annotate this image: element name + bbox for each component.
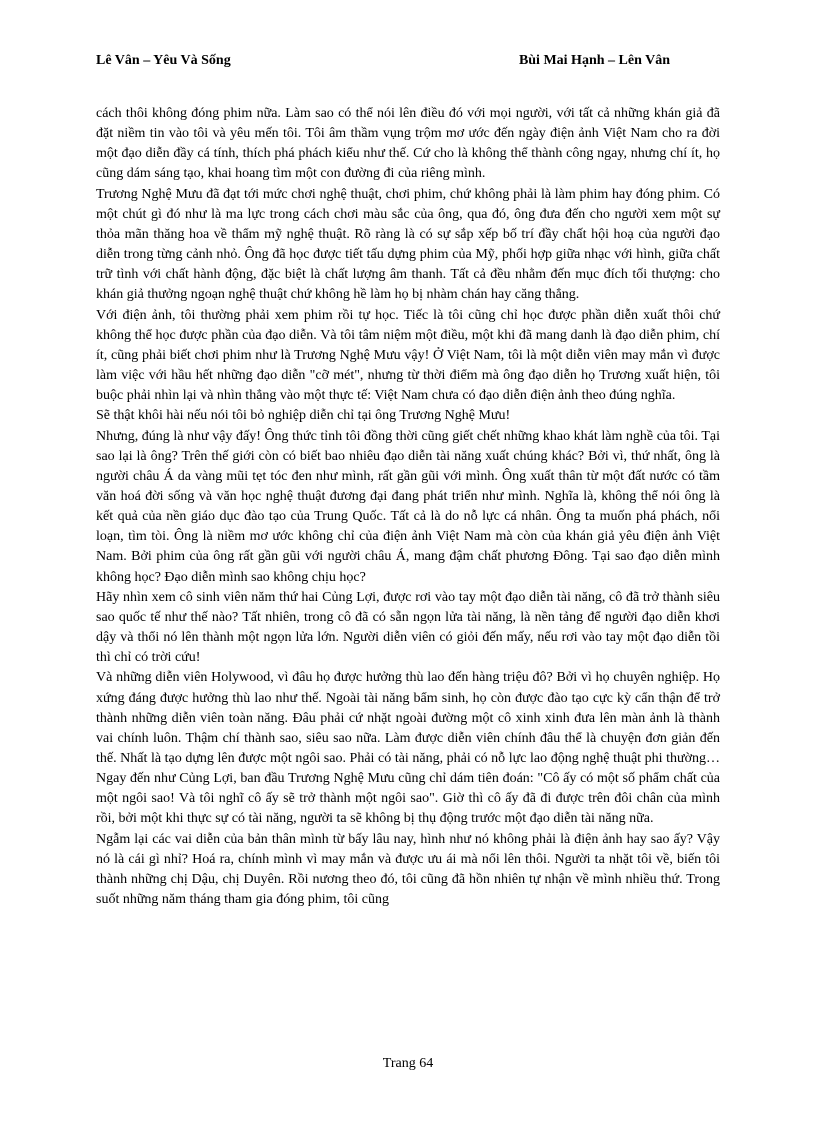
- paragraph: Ngẫm lại các vai diễn của bản thân mình từ bấy lâu nay, hình như nó không phải là điện ảnh hay sao ấy? Vậy nó là cái gì nhỉ? Hoá ra, chính mình vì may mắn và được ưu ái mà nổi lên thôi. Người ta nhặt tôi về, biến tôi thành những chị Dậu, chị Duyên. Rồi nương theo đó, tôi cũng đã hồn nhiên tự nhận về mình nhiều thứ. Trong suốt những năm tháng tham gia đóng phim, tôi cũng: [96, 831, 720, 908]
- page-footer: [0, 1055, 816, 1073]
- paragraph: Nhưng, đúng là như vậy đấy! Ông thức tỉnh tôi đồng thời cũng giết chết những khao khát làm nghề của tôi. Tại sao lại là ông? Trên thế giới còn có biết bao nhiêu đạo diễn tài năng xuất chúng khác? Bởi vì, thứ nhất, ông là người châu Á da vàng mũi tẹt tóc đen như mình, rất gần gũi với mình. Ông xuất thân từ một đất nước có tầm văn hoá đời sống và văn học nghệ thuật đương đại đang phát triển như mình. Nghĩa là, không thể nói ông là kết quả của nền giáo dục đào tạo của Trung Quốc. Tất cả là do nỗ lực cá nhân. Ông ta muốn phá phách, nổi loạn, tìm tòi. Ông là niềm mơ ước không chỉ của điện ảnh Việt Nam mà còn của khán giả yêu điện ảnh Việt Nam. Bởi phim của ông rất gần gũi với người châu Á, mang đậm chất phương Đông. Tại sao đạo diễn mình không học? Đạo diễn mình sao không chịu học?: [96, 428, 720, 585]
- paragraph: Hãy nhìn xem cô sinh viên năm thứ hai Củng Lợi, được rơi vào tay một đạo diễn tài năng, cô đã trở thành siêu sao quốc tế như thế nào? Tất nhiên, trong cô đã có sẵn ngọn lửa tài năng, là nền tảng để người đạo diễn khơi dậy và thổi nó lên thành một ngọn lửa lớn. Người diễn viên có giỏi đến mấy, nếu rơi vào tay một đạo diễn tồi thì chỉ có trời cứu!: [96, 589, 720, 666]
- paragraph: Và những diễn viên Holywood, vì đâu họ được hưởng thù lao đến hàng triệu đô? Bởi vì họ chuyên nghiệp. Họ xứng đáng được hưởng thù lao như thế. Ngoài tài năng bẩm sinh, họ còn được đào tạo cực kỳ cẩn thận để trở thành những diễn viên toàn năng. Đâu phải cứ nhặt ngoài đường một cô xinh xinh đưa lên màn ảnh là thành vai chính luôn. Thậm chí thành sao, siêu sao nữa. Làm được diễn viên chính đâu thể là chuyện đơn giản đến thế. Nhất là tạo dựng lên được một ngôi sao. Phải có tài năng, phải có nỗ lực lao động nghệ thuật phi thường… Ngay đến như Củng Lợi, ban đầu Trương Nghệ Mưu cũng chỉ dám tiên đoán: "Cô ấy có một số phẩm chất của một ngôi sao! Và tôi nghĩ cô ấy sẽ trở thành một ngôi sao". Giờ thì cô ấy đã đi được trên đôi chân của mình rồi, bởi một khi thực sự có tài năng, người ta sẽ không bị thụ động trước một đạo diễn tài năng nữa.: [96, 670, 720, 827]
- paragraph: Trương Nghệ Mưu đã đạt tới mức chơi nghệ thuật, chơi phim, chứ không phải là làm phim hay đóng phim. Có một chút gì đó như là ma lực trong cách chơi màu sắc của ông, qua đó, ông đưa đến cho người xem một sự thỏa mãn thăng hoa về thẩm mỹ nghệ thuật. Rõ ràng là có sự sắp xếp bố trí đầy chất hội hoạ của người đạo diễn trong từng cảnh nhỏ. Ông đã học được tiết tấu dựng phim của Mỹ, phối hợp giữa nhạc với hình, giữa chất trữ tình với chất hành động, đặc biệt là chất lượng âm thanh. Tất cả đều nhằm đến mục đích tối thượng: cho khán giả thưởng ngoạn nghệ thuật chứ không hề làm họ bị nhàm chán hay căng thẳng.: [96, 186, 720, 303]
- page-body: [96, 104, 720, 910]
- paragraph: cách thôi không đóng phim nữa. Làm sao có thể nói lên điều đó với mọi người, với tất cả những khán giả đã đặt niềm tin vào tôi và yêu mến tôi. Tôi âm thầm vụng trộm mơ ước đến ngày điện ảnh Việt Nam cho ra đời một đạo diễn đầy cá tính, thích phá phách kiểu như thế. Cứ cho là không thể thành công ngay, nhưng chí ít, họ cũng dám sáng tạo, khai hoang tìm một con đường đi của riêng mình.: [96, 106, 720, 182]
- paragraph: Với điện ảnh, tôi thường phải xem phim rồi tự học. Tiếc là tôi cũng chỉ học được phần diễn xuất thôi chứ không thể học được phần của đạo diễn. Và tôi tâm niệm một điều, một khi đã mang danh là đạo diễn phim, chí ít, cũng phải biết chơi phim như là Trương Nghệ Mưu vậy! Ở Việt Nam, tôi là một diễn viên may mắn vì được làm việc với hầu hết những đạo diễn "cỡ mét", nhưng từ thời điểm mà ông đạo diễn họ Trương xuất hiện, tôi buộc phải nhìn lại và nhìn thẳng vào một thực tế: Việt Nam chưa có đạo diễn điện ảnh theo đúng nghĩa.: [96, 307, 720, 404]
- paragraph: Sẽ thật khôi hài nếu nói tôi bỏ nghiệp diễn chỉ tại ông Trương Nghệ Mưu!: [96, 408, 511, 424]
- page-number: Trang 64: [382, 1056, 434, 1071]
- header-left-title: Lê Vân – Yêu Và Sống: [96, 53, 231, 68]
- header-right-authors: Bùi Mai Hạnh – Lên Vân: [518, 53, 670, 68]
